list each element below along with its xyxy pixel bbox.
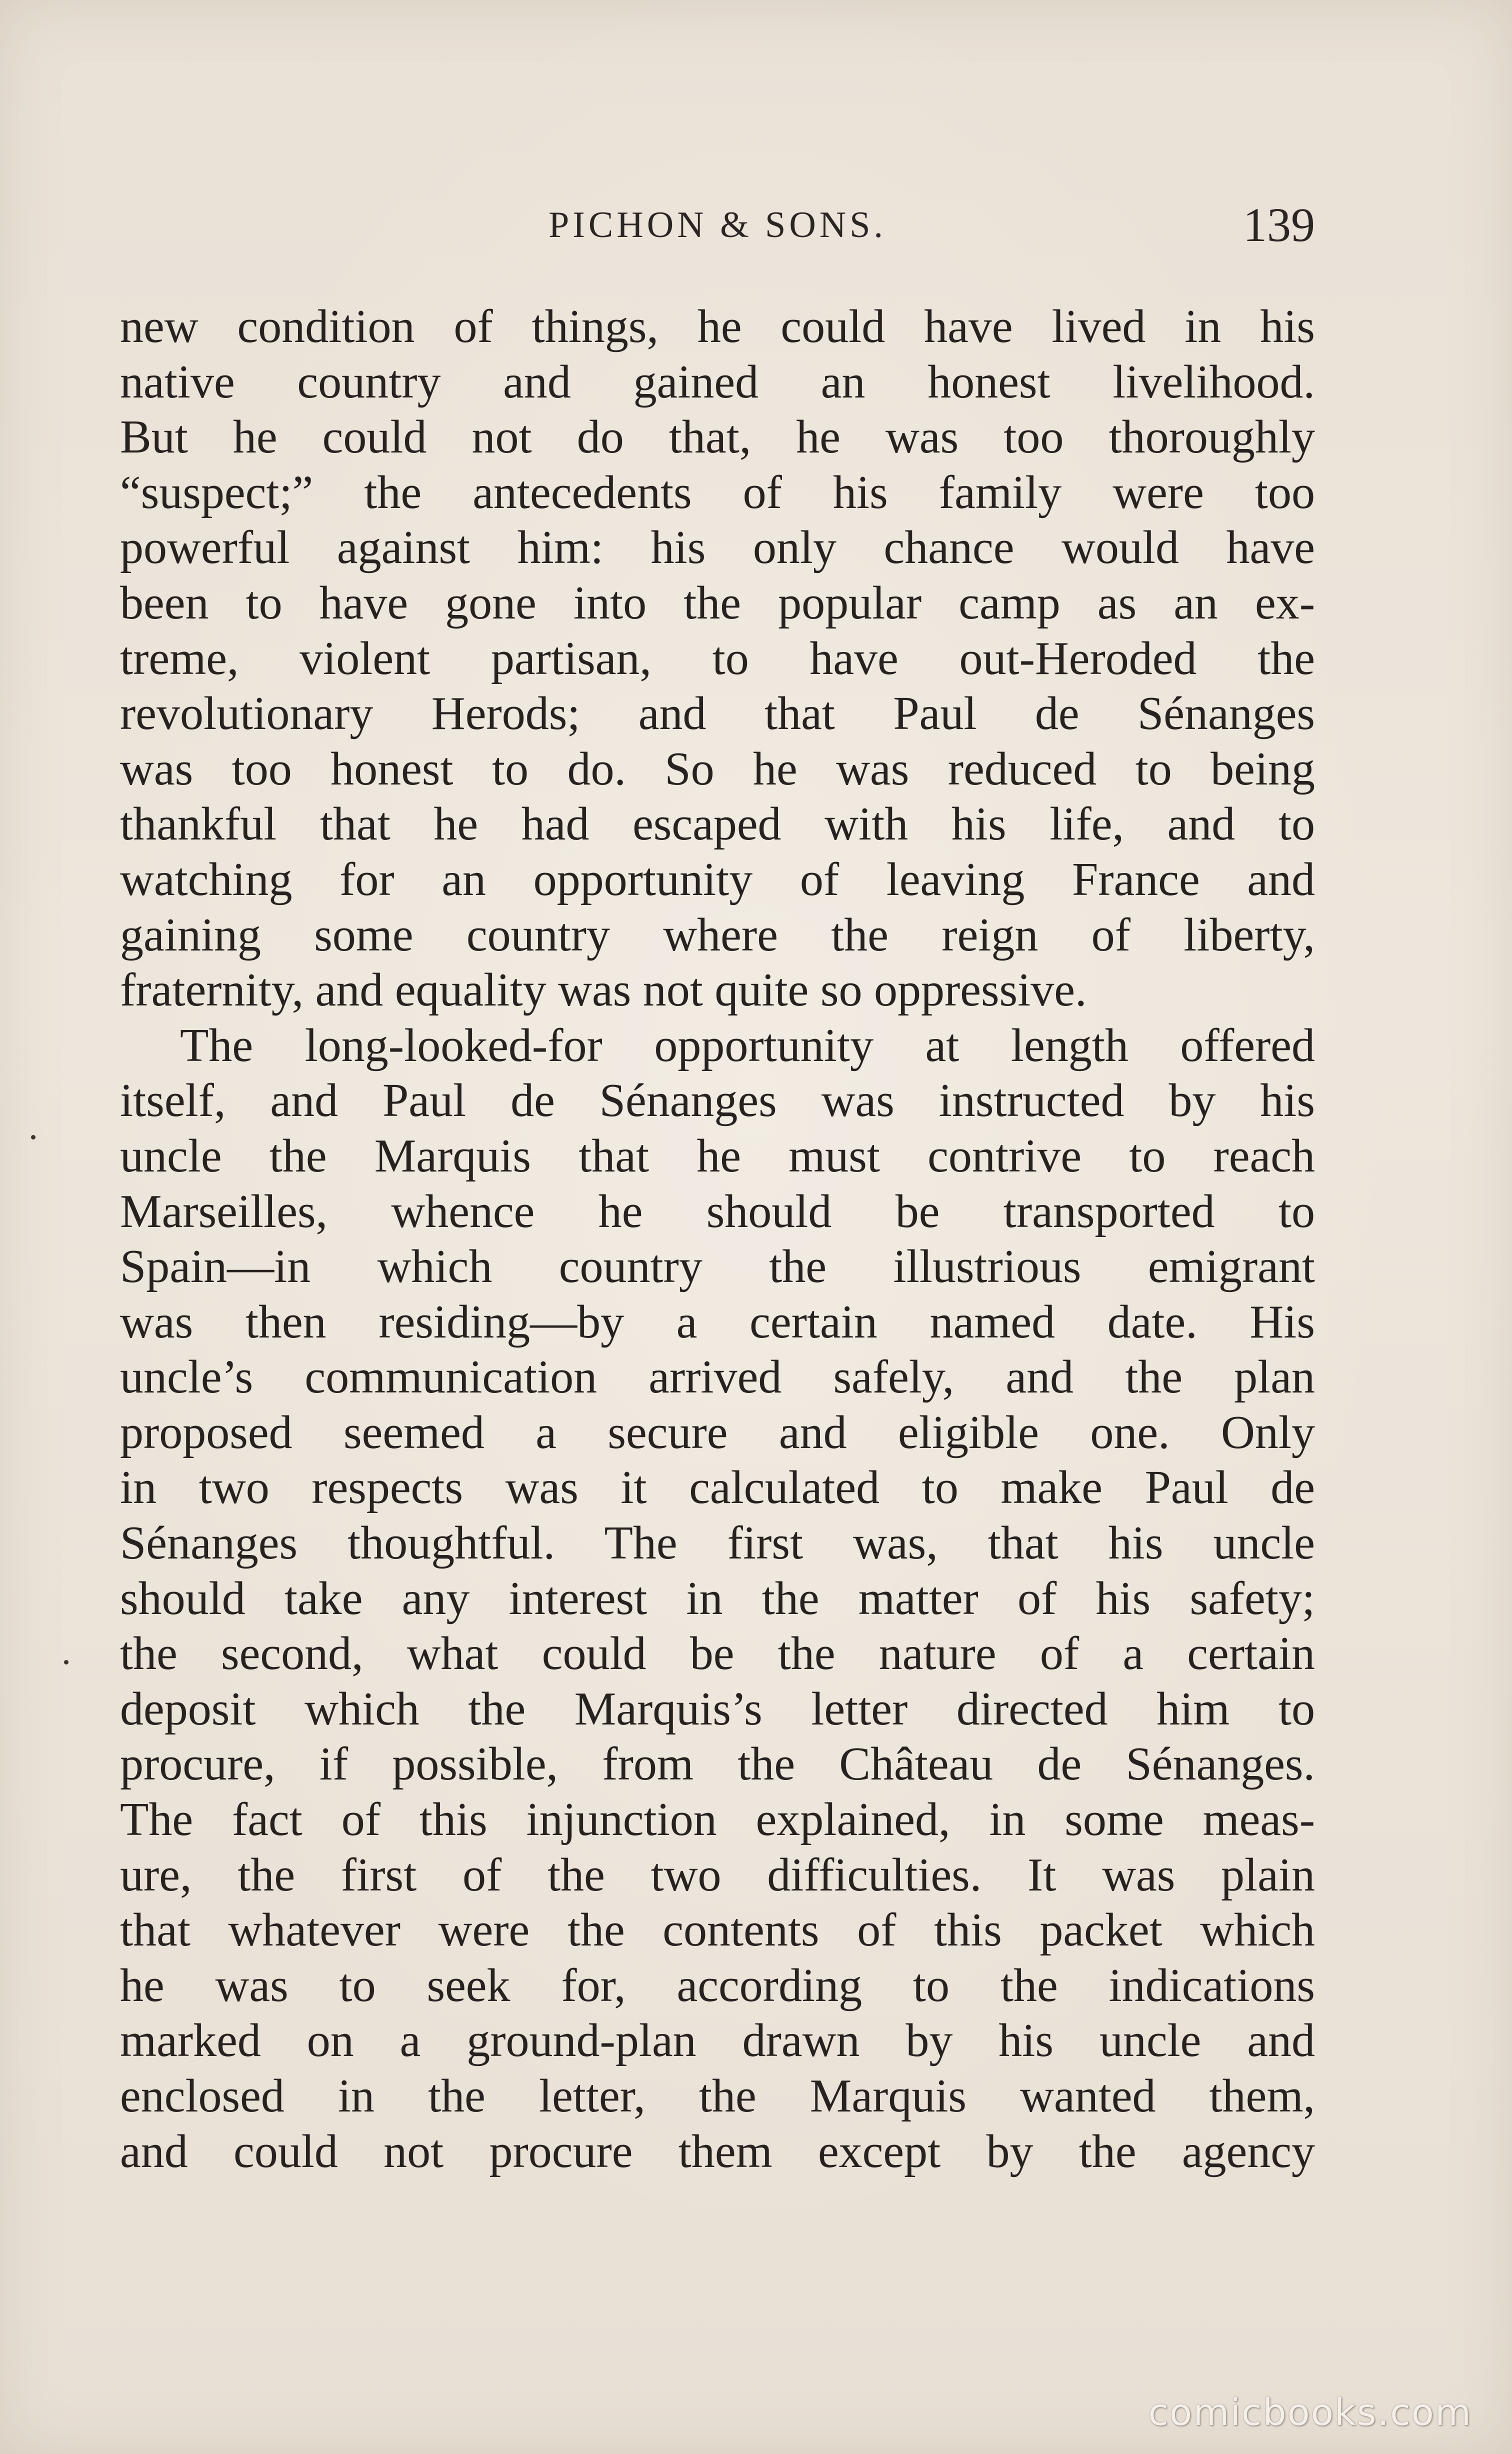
text-line: gaining some country where the reign of liberty, — [120, 908, 1315, 961]
paper-speck — [64, 1660, 68, 1664]
watermark: comicbooks.com — [1148, 2391, 1472, 2434]
text-line: marked on a ground-plan drawn by his uncle and — [120, 2014, 1315, 2067]
text-line: itself, and Paul de Sénanges was instructed by his — [120, 1074, 1315, 1127]
text-line: Spain—in which country the illustrious emigrant — [120, 1240, 1315, 1293]
text-line: uncle the Marquis that he must contrive to reach — [120, 1130, 1315, 1182]
text-line: was too honest to do. So he was reduced to being — [120, 742, 1315, 795]
text-line: revolutionary Herods; and that Paul de Sénanges — [120, 688, 1315, 740]
text-line: proposed seemed a secure and eligible one. Only — [120, 1406, 1315, 1458]
text-line: been to have gone into the popular camp as an ex- — [120, 576, 1315, 629]
text-line: treme, violent partisan, to have out-Heroded the — [120, 632, 1315, 684]
text-line: he was to seek for, according to the indications — [120, 1959, 1315, 2012]
text-line: uncle’s communication arrived safely, and the plan — [120, 1351, 1315, 1404]
text-line: “suspect;” the antecedents of his family were too — [120, 466, 1315, 518]
page-number: 139 — [1243, 198, 1315, 252]
paper-speck — [31, 1135, 36, 1140]
text-line: thankful that he had escaped with his life, and to — [120, 798, 1315, 850]
text-line: But he could not do that, he was too thoroughly — [120, 411, 1315, 464]
text-line: native country and gained an honest livelihood. — [120, 356, 1315, 408]
text-line: deposit which the Marquis’s letter directed him to — [120, 1682, 1315, 1735]
text-line: should take any interest in the matter of his safety; — [120, 1572, 1315, 1624]
text-line: watching for an opportunity of leaving France and — [120, 853, 1315, 906]
running-head: PICHON & SONS. — [548, 204, 886, 246]
text-line: ure, the first of the two difficulties. It was plain — [120, 1848, 1315, 1901]
text-line: in two respects was it calculated to make Paul de — [120, 1462, 1315, 1514]
body-text — [120, 299, 1315, 2179]
text-line: and could not procure them except by the agency — [120, 2125, 1315, 2178]
paragraph-end-line: fraternity, and equality was not quite so oppressive. — [120, 964, 1087, 1016]
text-line: procure, if possible, from the Château de Sénanges. — [120, 1738, 1315, 1790]
page-header — [120, 192, 1315, 258]
text-line: was then residing—by a certain named date. His — [120, 1296, 1315, 1348]
text-line: Sénanges thoughtful. The first was, that his uncle — [120, 1517, 1315, 1570]
text-line: The fact of this injunction explained, in some meas- — [120, 1794, 1315, 1846]
text-line: that whatever were the contents of this packet which — [120, 1904, 1315, 1956]
paragraph-first-line: The long-looked-for opportunity at length offered — [180, 1019, 1315, 1072]
text-line: new condition of things, he could have lived in his — [120, 300, 1315, 352]
text-line: powerful against him: his only chance would have — [120, 522, 1315, 574]
text-line: enclosed in the letter, the Marquis wanted them, — [120, 2070, 1315, 2122]
text-line: the second, what could be the nature of a certain — [120, 1628, 1315, 1680]
text-line: Marseilles, whence he should be transported to — [120, 1185, 1315, 1238]
